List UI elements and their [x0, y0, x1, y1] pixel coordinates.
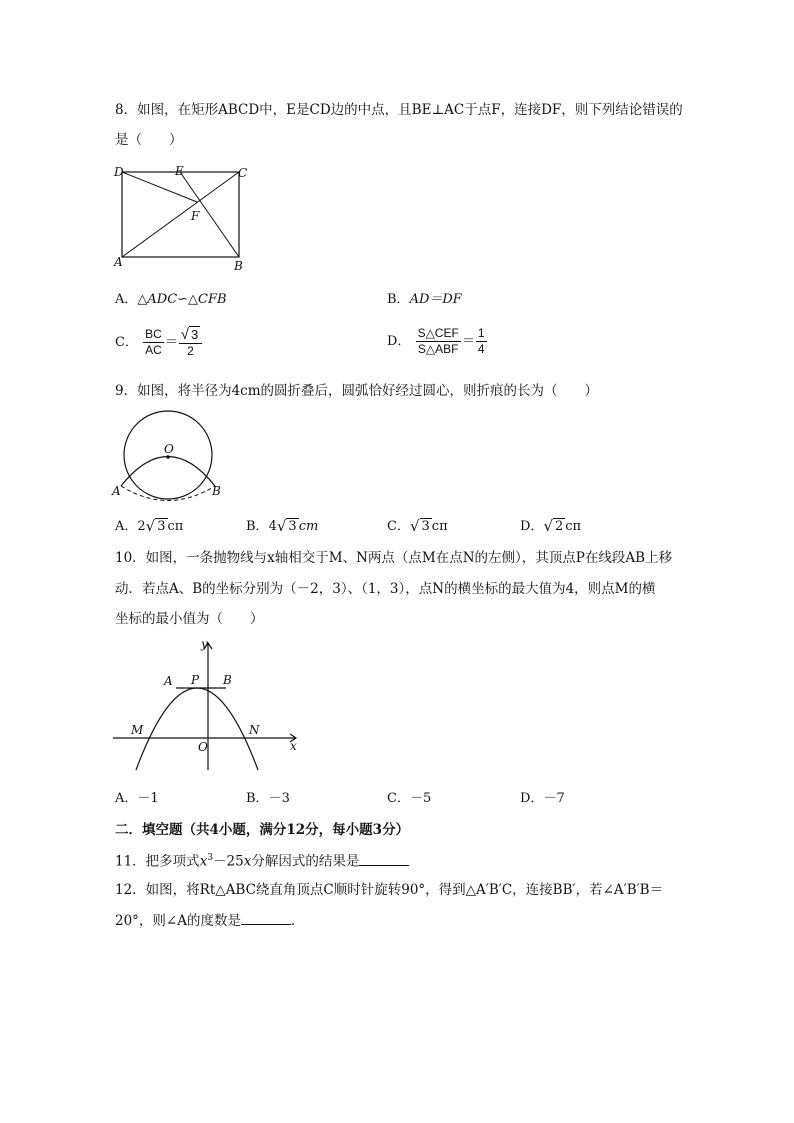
- option-prefix: B．: [246, 519, 269, 534]
- label-m: M: [131, 723, 144, 737]
- q11-text-after: 分解因式的结果是: [251, 853, 360, 870]
- q11-stem: [115, 848, 409, 872]
- fraction-bc-ac: $\frac{BC}{AC}$: [145, 327, 162, 357]
- label-n: N: [249, 723, 260, 737]
- sqrt: √ 2: [543, 517, 564, 535]
- option-prefix: C．: [387, 791, 410, 806]
- section2-title: 二．填空题（共4小题，满分12分，每小题3分）: [115, 822, 410, 838]
- q10-option-b[interactable]: [246, 787, 290, 806]
- option-prefix: B．: [387, 292, 410, 307]
- label-d: D: [114, 165, 124, 179]
- q12-text-after: ．: [291, 913, 305, 929]
- sqrt: √ 3: [276, 517, 297, 535]
- option-prefix: D．: [520, 791, 544, 806]
- option-prefix: A．: [115, 519, 138, 534]
- coefficient: 2: [137, 519, 146, 534]
- q11-text-before: 11．把多项式: [115, 853, 200, 870]
- option-prefix: C．: [115, 335, 138, 350]
- q11-var-x: x: [199, 853, 208, 870]
- option-prefix: C．: [387, 519, 410, 534]
- option-text: AD＝DF: [409, 292, 462, 307]
- unit: cπ: [167, 519, 184, 534]
- option-prefix: D．: [520, 519, 544, 534]
- label-o: O: [198, 740, 208, 754]
- equals-sign: ＝: [164, 335, 178, 350]
- label-c: C: [238, 166, 248, 180]
- q10-stem-line1: 10．如图，一条抛物线与x轴相交于M、N两点（点M在点N的左侧），其顶点P在线段AB上移: [115, 550, 673, 566]
- unit: cπ: [431, 519, 448, 534]
- q9-option-c[interactable]: [387, 515, 448, 535]
- q10-option-a[interactable]: [115, 787, 159, 806]
- unit: cm: [298, 519, 319, 534]
- q10-option-c[interactable]: [387, 787, 431, 806]
- unit: cπ: [565, 519, 582, 534]
- option-prefix: D．: [387, 334, 411, 349]
- option-text: －5: [409, 791, 432, 806]
- q12-stem-line2: [115, 911, 305, 931]
- q8-stem-line2: 是（ ）: [115, 132, 183, 148]
- option-prefix: A．: [115, 791, 138, 806]
- equals-sign: ＝: [461, 334, 475, 349]
- label-b: B: [234, 259, 243, 273]
- segment-df: [122, 172, 197, 202]
- q9-circle-figure: [108, 403, 238, 503]
- label-e: E: [175, 164, 184, 178]
- q12-answer-blank[interactable]: [241, 924, 291, 925]
- folded-arc: [121, 457, 215, 487]
- label-p: P: [191, 673, 200, 687]
- option-prefix: B．: [246, 791, 269, 806]
- q12-text-before: 20°，则∠A的度数是: [115, 913, 241, 929]
- q9-option-d[interactable]: [520, 515, 581, 535]
- q8-option-b[interactable]: [387, 288, 462, 307]
- q8-option-d[interactable]: [387, 326, 488, 357]
- q8-option-a[interactable]: [115, 288, 227, 307]
- q12-stem-line1: 12．如图，将Rt△ABC绕直角顶点C顺时针旋转90°，得到△A′B′C，连接BB′，若∠A′B′B＝: [115, 882, 664, 898]
- q11-coefficient: －25: [213, 853, 244, 870]
- option-text: －1: [137, 791, 159, 806]
- fraction-1-4: $\frac{1}{4}$: [477, 326, 485, 356]
- label-y: y: [201, 637, 208, 651]
- q8-rectangle-figure: [110, 160, 260, 275]
- q8-option-c[interactable]: [115, 326, 203, 359]
- q10-stem-line2: 动．若点A、B的坐标分别为（－2，3）、（1，3），点N的横坐标的最大值为4，则点M的横: [115, 581, 656, 597]
- sqrt: √ 3: [145, 517, 166, 535]
- option-text: －3: [268, 791, 290, 806]
- parabola: [136, 688, 258, 770]
- segment-be: [180, 172, 239, 257]
- fraction-area-ratio: $\frac{\text{S△CEF}}{\text{S△ABF}}$: [417, 326, 459, 356]
- q9-option-a[interactable]: [115, 515, 183, 535]
- label-a: A: [164, 674, 173, 688]
- q10-stem-line3: 坐标的最小值为（ ）: [115, 611, 264, 627]
- label-b: B: [212, 484, 221, 498]
- label-f: F: [191, 209, 200, 223]
- coefficient: 4: [268, 519, 277, 534]
- q11-var-x2: x: [243, 853, 252, 870]
- dashed-arc: [121, 486, 215, 501]
- q9-stem: 9．如图，将半径为4cm的圆折叠后，圆弧恰好经过圆心，则折痕的长为（ ）: [115, 383, 599, 399]
- label-b: B: [223, 673, 232, 687]
- label-a: A: [114, 255, 123, 269]
- q11-answer-blank[interactable]: [359, 865, 409, 866]
- label-a: A: [112, 484, 121, 498]
- q11-exponent: 3: [207, 853, 214, 863]
- label-o: O: [164, 442, 174, 456]
- diagonal-ac: [122, 172, 239, 257]
- q9-option-b[interactable]: [246, 515, 318, 535]
- fraction-root3-2: √ 3 2: [179, 326, 202, 359]
- option-text: △ADC∽△CFB: [137, 292, 227, 307]
- q10-parabola-figure: [108, 637, 308, 775]
- q8-stem-line1: 8．如图，在矩形ABCD中，E是CD边的中点，且BE⊥AC于点F，连接DF，则下列结论错误的: [115, 102, 683, 118]
- sqrt: √ 3: [409, 517, 430, 535]
- label-x: x: [290, 739, 297, 753]
- option-text: －7: [543, 791, 565, 806]
- q10-option-d[interactable]: [520, 787, 565, 806]
- option-prefix: A．: [115, 292, 138, 307]
